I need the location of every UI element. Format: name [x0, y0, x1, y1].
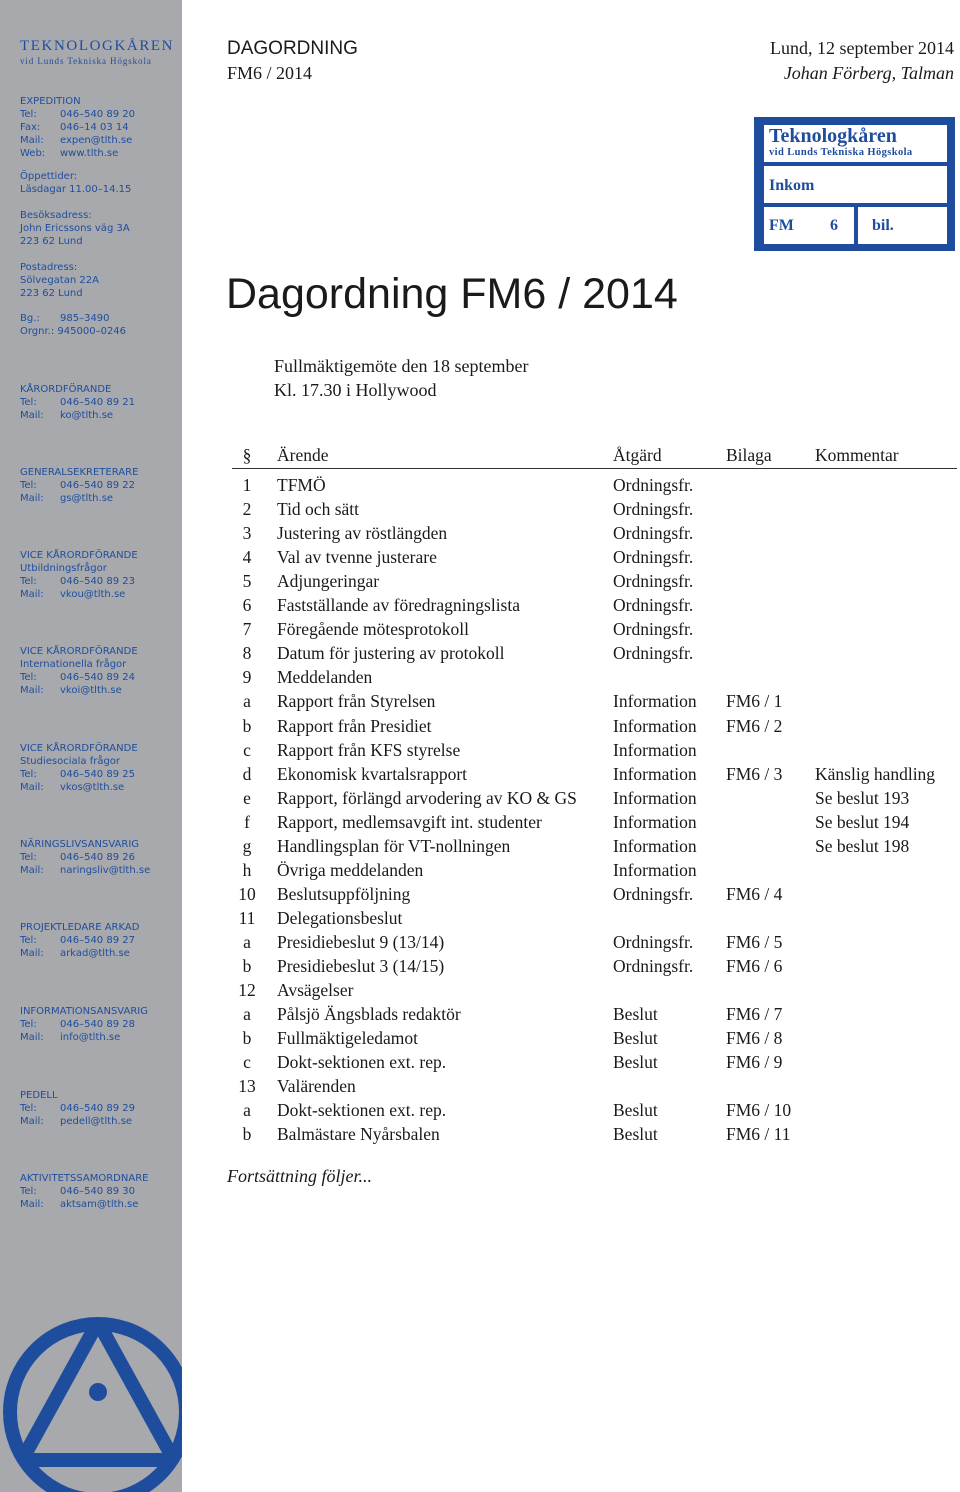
contact-row — [20, 576, 138, 589]
row-comment: Se beslut 194 — [815, 811, 910, 832]
row-section: h — [242, 859, 252, 880]
contact-row — [20, 326, 126, 339]
contact-title: KÅRORDFÖRANDE — [20, 384, 112, 395]
row-attachment: FM6 / 11 — [726, 1124, 791, 1145]
contact-value: 046–540 89 30 — [60, 1185, 135, 1197]
sidebar-contact-block — [20, 1173, 148, 1212]
contact-label: Tel: — [20, 934, 37, 946]
contact-label: Orgnr.: 945000–0246 — [20, 325, 127, 337]
contact-title: INFORMATIONSANSVARIG — [20, 1006, 148, 1017]
contact-row — [20, 397, 135, 410]
row-section: c — [243, 1052, 251, 1073]
sidebar-contact-block — [20, 96, 135, 161]
contact-value[interactable]: gs@tlth.se — [60, 492, 114, 504]
row-section: g — [242, 835, 252, 856]
row-section: 8 — [242, 643, 252, 664]
row-comment: Se beslut 193 — [815, 787, 910, 808]
contact-label: Tel: — [20, 671, 37, 683]
contact-label: Mail: — [20, 781, 44, 793]
contact-value: 985–3490 — [60, 313, 110, 324]
row-section: d — [242, 763, 252, 784]
row-section: a — [243, 691, 251, 712]
page-title: Dagordning FM6 / 2014 — [226, 270, 678, 318]
contact-row — [20, 1116, 135, 1129]
contact-row — [20, 275, 99, 288]
contact-label: Fax: — [20, 121, 41, 133]
row-action: Beslut — [613, 1124, 658, 1145]
contact-row — [20, 756, 138, 769]
contact-label: Tel: — [20, 575, 37, 587]
contact-label: 223 62 Lund — [20, 287, 83, 299]
contact-row — [20, 184, 131, 197]
contact-row — [20, 672, 138, 685]
row-section: a — [243, 931, 251, 952]
stamp-header — [764, 125, 947, 162]
row-item: Dokt-sektionen ext. rep. — [277, 1100, 447, 1121]
contact-label: Läsdagar 11.00–14.15 — [20, 183, 132, 195]
contact-label: Studiesociala frågor — [20, 755, 121, 767]
contact-value[interactable]: pedell@tlth.se — [60, 1115, 133, 1127]
contact-title: PROJEKTLEDARE ARKAD — [20, 922, 140, 933]
row-item: Avsägelser — [277, 980, 354, 1001]
row-section: b — [242, 1124, 252, 1145]
contact-row — [20, 493, 138, 506]
contact-row — [20, 135, 135, 148]
contact-value: 046–540 89 27 — [60, 934, 135, 946]
contact-row — [20, 236, 130, 249]
row-attachment: FM6 / 9 — [726, 1052, 783, 1073]
row-section: a — [243, 1004, 251, 1025]
sidebar-contact-block — [20, 550, 138, 602]
row-attachment: FM6 / 6 — [726, 956, 783, 976]
row-attachment: FM6 / 7 — [726, 1004, 783, 1025]
row-action: Information — [613, 787, 697, 808]
stamp-divider — [854, 207, 858, 244]
header-section: § — [242, 445, 252, 465]
contact-row — [20, 852, 150, 865]
contact-label: Internationella frågor — [20, 658, 127, 670]
row-section: 12 — [238, 980, 256, 1001]
sidebar-contact-block — [20, 743, 138, 795]
contact-title: GENERALSEKRETERARE — [20, 467, 139, 478]
row-section: 10 — [238, 883, 256, 904]
header-comment: Kommentar — [815, 445, 899, 465]
row-section: 13 — [238, 1076, 256, 1097]
emblem-icon — [0, 1300, 182, 1492]
row-section: 7 — [242, 619, 252, 640]
contact-row — [20, 563, 138, 576]
contact-title: VICE KÅRORDFÖRANDE — [20, 550, 138, 561]
sidebar-contact-block — [20, 1006, 148, 1045]
contact-label: Tel: — [20, 479, 37, 491]
row-action: Information — [613, 835, 697, 856]
row-action: Information — [613, 859, 697, 880]
contact-label: Web: — [20, 147, 46, 159]
stamp-fm: FM — [769, 217, 794, 234]
row-item: Föregående mötesprotokoll — [277, 619, 469, 640]
contact-label: Tel: — [20, 396, 37, 408]
contact-label: Tel: — [20, 768, 37, 780]
row-section: 6 — [242, 595, 252, 616]
contact-value[interactable]: vkoi@tlth.se — [60, 684, 122, 696]
row-attachment: FM6 / 10 — [726, 1100, 792, 1121]
row-item: Delegationsbeslut — [277, 907, 403, 928]
stamp-fm-number: 6 — [830, 217, 838, 234]
contact-label: Mail: — [20, 1198, 44, 1210]
row-action: Beslut — [613, 1052, 658, 1073]
row-item: Adjungeringar — [277, 571, 380, 592]
contact-label: Mail: — [20, 492, 44, 504]
row-action: Ordningsfr. — [613, 547, 694, 568]
row-attachment: FM6 / 5 — [726, 931, 783, 952]
contact-label: Mail: — [20, 588, 44, 600]
contact-value: 046–540 89 20 — [60, 108, 135, 120]
contact-label: Tel: — [20, 851, 37, 863]
row-item: Meddelanden — [277, 667, 373, 688]
row-action: Beslut — [613, 1100, 658, 1121]
row-action: Ordningsfr. — [613, 595, 694, 616]
continued-note: Fortsättning följer... — [227, 1166, 373, 1186]
row-action: Ordningsfr. — [613, 931, 694, 952]
row-section: 5 — [242, 571, 252, 592]
row-action: Information — [613, 739, 697, 760]
contact-label: Mail: — [20, 1031, 44, 1043]
sidebar-contact-block — [20, 384, 135, 423]
row-attachment: FM6 / 8 — [726, 1028, 783, 1049]
row-section: b — [242, 715, 252, 736]
contact-value[interactable]: arkad@tlth.se — [60, 947, 130, 959]
row-action: Ordningsfr. — [613, 956, 694, 976]
stamp-inkom: Inkom — [764, 166, 947, 203]
contact-label: Mail: — [20, 864, 44, 876]
row-section: 9 — [242, 667, 252, 688]
row-item: Dokt-sektionen ext. rep. — [277, 1052, 447, 1073]
contact-row — [20, 313, 126, 326]
logo-subtitle: vid Lunds Tekniska Högskola — [20, 56, 152, 66]
contact-label: Mail: — [20, 947, 44, 959]
contact-title: Besöksadress: — [20, 210, 92, 221]
document-header — [227, 36, 358, 86]
stamp-org-sub: vid Lunds Tekniska Högskola — [769, 147, 913, 158]
row-action: Ordningsfr. — [613, 499, 694, 520]
contact-row — [20, 1199, 148, 1212]
document-meta — [770, 36, 954, 86]
contact-title: Öppettider: — [20, 171, 78, 182]
row-item: Balmästare Nyårsbalen — [277, 1124, 440, 1145]
contact-label: Mail: — [20, 684, 44, 696]
row-attachment: FM6 / 1 — [726, 691, 783, 712]
row-item: Rapport, medlemsavgift int. studenter — [277, 811, 542, 832]
contact-value: 046–540 89 23 — [60, 575, 135, 587]
sidebar-logo — [20, 38, 174, 67]
contact-title: AKTIVITETSSAMORDNARE — [20, 1173, 149, 1184]
row-item: Beslutsuppföljning — [277, 883, 411, 904]
row-item: TFMÖ — [277, 475, 326, 495]
contact-row — [20, 865, 150, 878]
received-stamp — [754, 117, 955, 251]
sidebar-contact-block — [20, 210, 130, 249]
contact-title: PEDELL — [20, 1090, 58, 1101]
sidebar-contact-block — [20, 313, 126, 339]
row-section: c — [243, 739, 251, 760]
contact-row — [20, 1186, 148, 1199]
sidebar-contact-block — [20, 262, 99, 301]
row-action: Beslut — [613, 1004, 658, 1025]
sidebar-contact-block — [20, 1090, 135, 1129]
contact-row — [20, 148, 135, 161]
contact-row — [20, 480, 138, 493]
contact-label: John Ericssons väg 3A — [20, 222, 130, 234]
header-attachment: Bilaga — [726, 445, 772, 465]
document-date: Lund, 12 september 2014 — [770, 38, 954, 58]
contact-row — [20, 223, 130, 236]
meeting-info — [274, 354, 528, 402]
row-action: Information — [613, 691, 697, 712]
row-item: Justering av röstlängden — [277, 523, 448, 544]
sidebar-contact-block — [20, 839, 150, 878]
row-item: Rapport från Styrelsen — [277, 691, 436, 712]
contact-label: Mail: — [20, 1115, 44, 1127]
contact-row — [20, 769, 138, 782]
row-item: Rapport från KFS styrelse — [277, 739, 461, 760]
row-item: Tid och sätt — [277, 499, 360, 520]
header-divider — [232, 468, 957, 469]
row-section: b — [242, 1028, 252, 1049]
row-section: e — [243, 787, 251, 808]
sidebar-contact-block — [20, 171, 131, 197]
contact-row — [20, 1103, 135, 1116]
contact-title: VICE KÅRORDFÖRANDE — [20, 646, 138, 657]
document-author: Johan Förberg, Talman — [783, 63, 954, 83]
contact-value: 046–540 89 24 — [60, 671, 135, 683]
row-item: Pålsjö Ängsblads redaktör — [277, 1004, 461, 1025]
contact-title: NÄRINGSLIVSANSVARIG — [20, 839, 140, 850]
document-reference: FM6 / 2014 — [227, 63, 313, 83]
contact-value: 046–540 89 21 — [60, 396, 135, 408]
contact-label: Mail: — [20, 134, 44, 146]
row-item: Datum för justering av protokoll — [277, 643, 505, 664]
contact-value[interactable]: vkos@tlth.se — [60, 781, 125, 793]
header-action: Åtgärd — [613, 445, 662, 465]
row-action: Ordningsfr. — [613, 619, 694, 640]
contact-row — [20, 410, 135, 423]
contact-title: Postadress: — [20, 262, 78, 273]
row-action: Ordningsfr. — [613, 571, 694, 592]
row-item: Fastställande av föredragningslista — [277, 595, 520, 616]
row-section: 3 — [242, 523, 252, 544]
row-section: 1 — [242, 475, 252, 495]
sidebar-contact-block — [20, 467, 138, 506]
contact-label: Tel: — [20, 108, 37, 120]
sidebar — [0, 0, 182, 1492]
contact-value: 046–540 89 26 — [60, 851, 135, 863]
contact-label: Mail: — [20, 409, 44, 421]
contact-label: Tel: — [20, 1102, 37, 1114]
row-item: Ekonomisk kvartalsrapport — [277, 763, 468, 784]
meeting-date: Fullmäktigemöte den 18 september — [274, 356, 529, 376]
row-comment: Se beslut 198 — [815, 835, 910, 856]
row-item: Fullmäktigeledamot — [277, 1028, 418, 1049]
contact-row — [20, 1019, 148, 1032]
contact-value: 046–540 89 28 — [60, 1018, 135, 1030]
row-section: b — [242, 956, 252, 976]
row-item: Val av tvenne justerare — [277, 547, 437, 568]
contact-value[interactable]: vkou@tlth.se — [60, 588, 126, 600]
row-action: Ordningsfr. — [613, 883, 694, 904]
contact-row — [20, 288, 99, 301]
contact-label: Bg.: — [20, 313, 40, 324]
row-section: 2 — [242, 499, 252, 520]
meeting-time-place: Kl. 17.30 i Hollywood — [274, 380, 437, 400]
contact-row — [20, 589, 138, 602]
contact-row — [20, 782, 138, 795]
row-action: Ordningsfr. — [613, 475, 694, 495]
stamp-org: Teknologkåren — [769, 125, 897, 147]
contact-title: EXPEDITION — [20, 96, 81, 107]
row-item: Rapport från Presidiet — [277, 715, 432, 736]
contact-value: 046–14 03 14 — [60, 121, 129, 133]
row-action: Ordningsfr. — [613, 643, 694, 664]
sidebar-contact-block — [20, 646, 138, 698]
row-attachment: FM6 / 2 — [726, 715, 783, 736]
contact-label: Tel: — [20, 1018, 37, 1030]
contact-value[interactable]: naringsliv@tlth.se — [60, 864, 151, 876]
contact-row — [20, 1032, 148, 1045]
row-comment: Känslig handling — [815, 763, 936, 784]
row-attachment: FM6 / 4 — [726, 883, 783, 904]
document-type: DAGORDNING — [227, 38, 358, 59]
contact-label: Tel: — [20, 1185, 37, 1197]
contact-row — [20, 935, 139, 948]
row-section: a — [243, 1100, 251, 1121]
contact-value: 046–540 89 25 — [60, 768, 135, 780]
sidebar-contact-block — [20, 922, 139, 961]
contact-value[interactable]: info@tlth.se — [60, 1031, 121, 1043]
contact-title: VICE KÅRORDFÖRANDE — [20, 743, 138, 754]
row-item: Handlingsplan för VT-nollningen — [277, 835, 511, 856]
contact-row — [20, 659, 138, 672]
row-action: Ordningsfr. — [613, 523, 694, 544]
row-item: Presidiebeslut 3 (14/15) — [277, 956, 445, 976]
row-item: Rapport, förlängd arvodering av KO & GS — [277, 787, 577, 808]
stamp-bil: bil. — [872, 217, 894, 234]
contact-value[interactable]: aktsam@tlth.se — [60, 1198, 139, 1210]
row-item: Valärenden — [277, 1076, 356, 1097]
contact-row — [20, 948, 139, 961]
contact-row — [20, 122, 135, 135]
row-item: Övriga meddelanden — [277, 859, 424, 880]
contact-value[interactable]: www.tlth.se — [60, 147, 119, 159]
contact-row — [20, 109, 135, 122]
contact-value: 046–540 89 22 — [60, 479, 135, 491]
logo-title: TEKNOLOGKÅREN — [20, 38, 175, 54]
row-item: Presidiebeslut 9 (13/14) — [277, 931, 445, 952]
row-section: 11 — [238, 907, 256, 928]
contact-label: Sölvegatan 22A — [20, 274, 99, 286]
row-action: Information — [613, 763, 697, 784]
contact-value[interactable]: expen@tlth.se — [60, 134, 133, 146]
row-section: f — [244, 811, 250, 832]
contact-row — [20, 685, 138, 698]
row-section: 4 — [242, 547, 252, 568]
row-action: Information — [613, 715, 697, 736]
contact-value: 046–540 89 29 — [60, 1102, 135, 1114]
contact-label: 223 62 Lund — [20, 235, 83, 247]
contact-value[interactable]: ko@tlth.se — [60, 409, 114, 421]
stamp-footer — [764, 207, 947, 244]
row-action: Beslut — [613, 1028, 658, 1049]
header-item: Ärende — [277, 445, 329, 465]
contact-label: Utbildningsfrågor — [20, 562, 107, 574]
row-action: Information — [613, 811, 697, 832]
row-attachment: FM6 / 3 — [726, 763, 783, 784]
